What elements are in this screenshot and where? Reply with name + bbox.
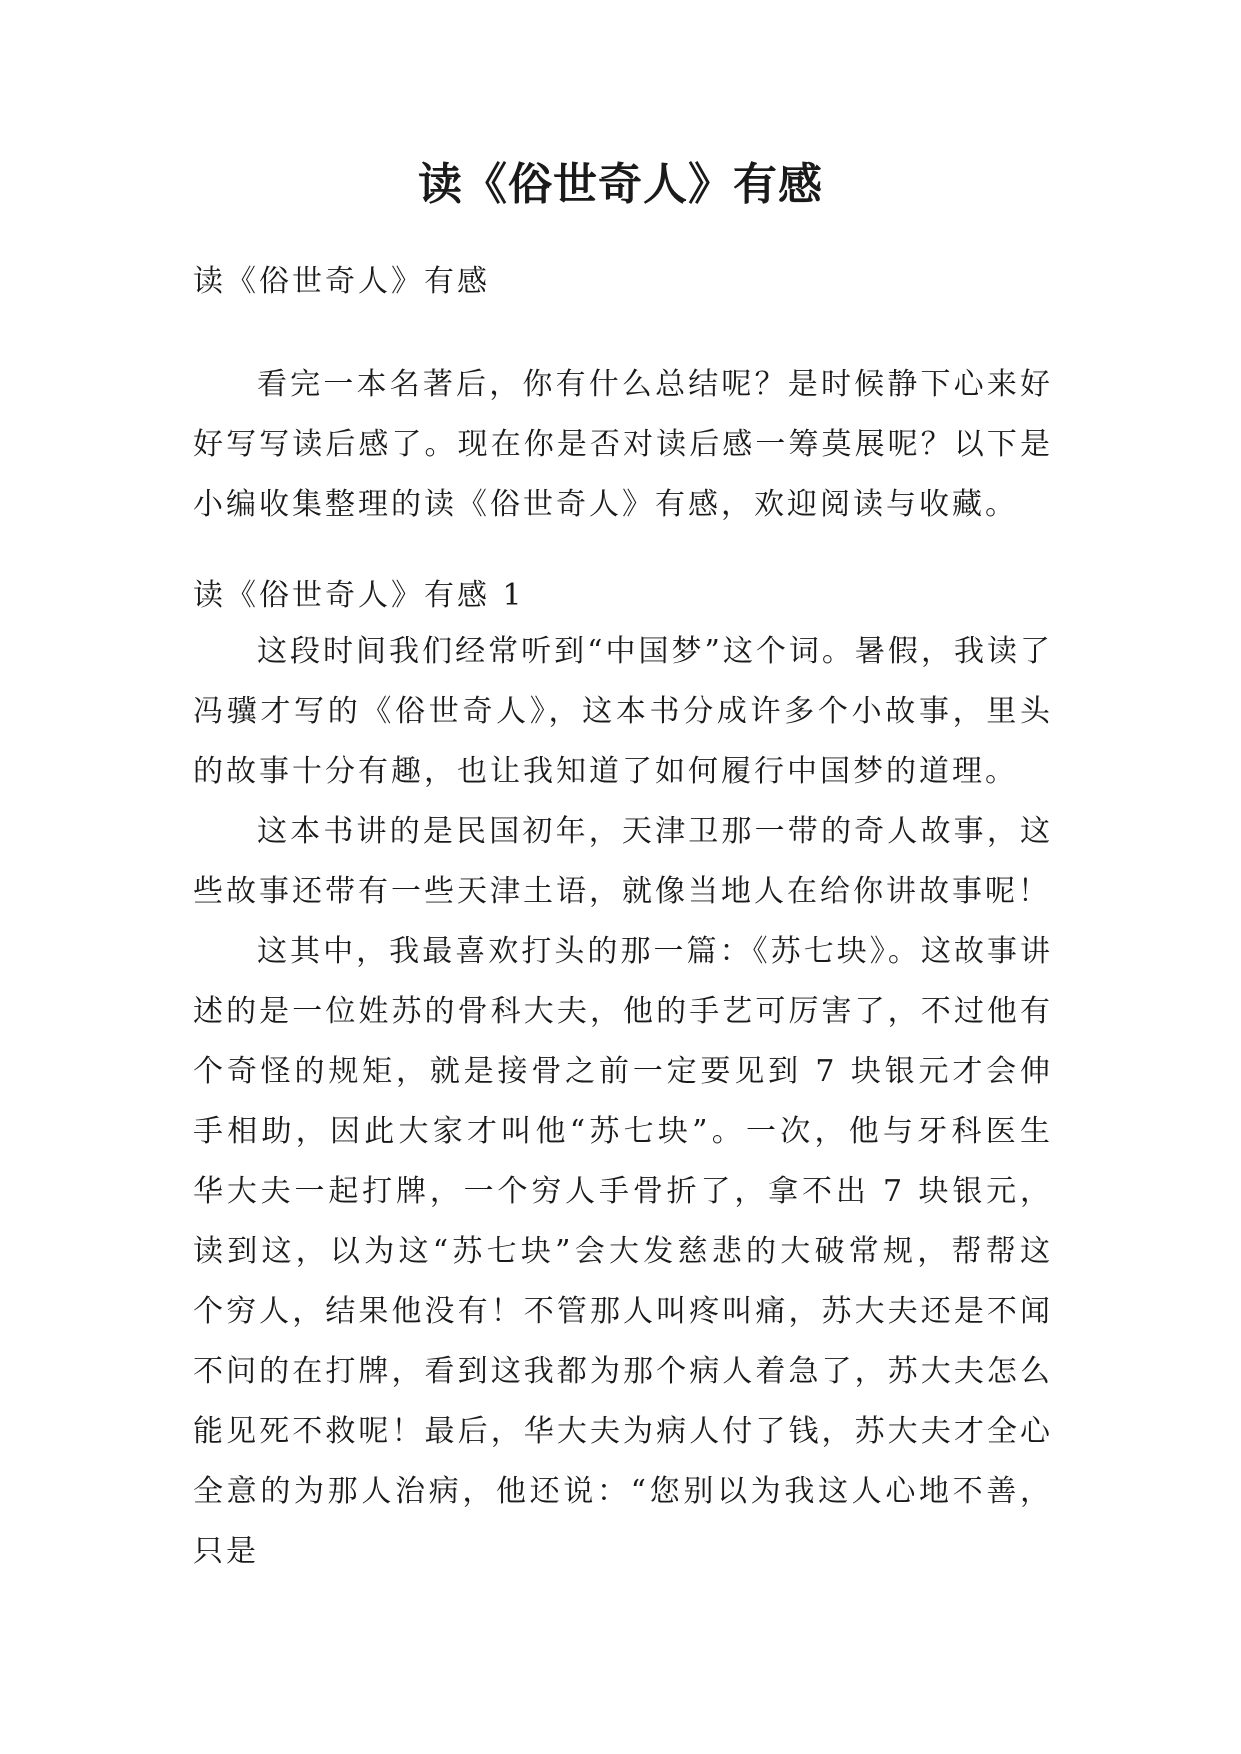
section-body — [193, 622, 1053, 1582]
section-paragraph: 这本书讲的是民国初年，天津卫那一带的奇人故事，这些故事还带有一些天津土语，就像当地人在给你讲故事呢！ — [193, 814, 1053, 909]
section-paragraph: 这段时间我们经常听到“中国梦”这个词。暑假，我读了冯骥才写的《俗世奇人》，这本书分成许多个小故事，里头的故事十分有趣，也让我知道了如何履行中国梦的道理。 — [193, 634, 1053, 789]
section-paragraph: 这其中，我最喜欢打头的那一篇：《苏七块》。这故事讲述的是一位姓苏的骨科大夫，他的手艺可厉害了，不过他有个奇怪的规矩，就是接骨之前一定要见到 7 块银元才会伸手相助，因此大家才叫他“苏七块”。一次，他与牙科医生华大夫一起打牌，一个穷人手骨折了，拿不出 7 块银元，读到这，以为这“苏七块”会大发慈悲的大破常规，帮帮这个穷人，结果他没有！不管那人叫疼叫痛，苏大夫还是不闻不问的在打牌，看到这我都为那个病人着急了，苏大夫怎么能见死不救呢！最后，华大夫为病人付了钱，苏大夫才全心全意的为那人治病，他还说：“您别以为我这人心地不善，只是 — [193, 934, 1053, 1569]
document-title: 读《俗世奇人》有感 — [418, 159, 823, 210]
document-subtitle: 读《俗世奇人》有感 — [193, 264, 490, 299]
intro-paragraph: 看完一本名著后，你有什么总结呢？是时候静下心来好好写写读后感了。现在你是否对读后感一筹莫展呢？以下是小编收集整理的读《俗世奇人》有感，欢迎阅读与收藏。 — [193, 367, 1053, 522]
section-heading: 读《俗世奇人》有感 1 — [193, 578, 525, 613]
